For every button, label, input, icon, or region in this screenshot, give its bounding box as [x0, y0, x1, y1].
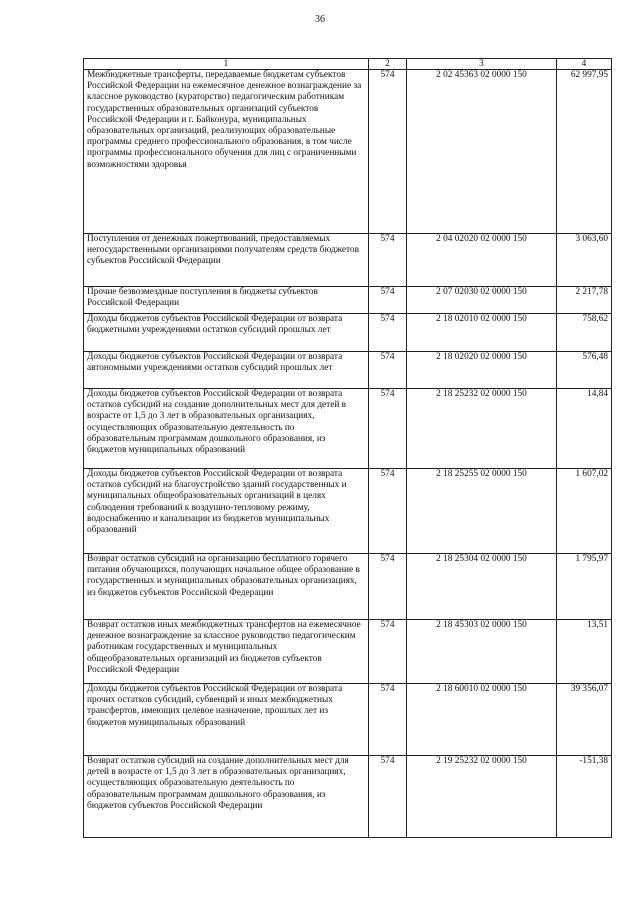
row-kbk-code: 2 18 25232 02 0000 150 — [407, 389, 557, 469]
budget-revenue-table — [83, 58, 612, 838]
row-name: Возврат остатков субсидий на организацию бесплатного горячего питания обучающихся, получающих начальное общее образование в государственных и муниципальных образовательных организациях, из бюджетов субъектов Российской Федерации — [84, 554, 369, 620]
row-kbk-code: 2 18 02020 02 0000 150 — [407, 352, 557, 389]
table-row — [84, 287, 612, 314]
row-amount: 758,62 — [557, 314, 612, 352]
row-name: Доходы бюджетов субъектов Российской Федерации от возврата остатков субсидий на создание дополнительных мест для детей в возрасте от 1,5 до 3 лет в образовательных организациях, осуществляющих образовательную деятельность по образовательным программам дошкольного образования, из бюджетов муниципальных образований — [84, 389, 369, 469]
row-admin-code: 574 — [369, 620, 407, 684]
row-amount: 62 997,95 — [557, 70, 612, 234]
row-kbk-code: 2 18 25255 02 0000 150 — [407, 469, 557, 554]
table-header-row — [84, 59, 612, 70]
table-row — [84, 469, 612, 554]
row-admin-code: 574 — [369, 287, 407, 314]
row-name: Прочие безвозмездные поступления в бюджеты субъектов Российской Федерации — [84, 287, 369, 314]
row-name: Доходы бюджетов субъектов Российской Федерации от возврата остатков субсидий на благоустройство зданий государственных и муниципальных общеобразовательных организаций в целях соблюдения требований к воздушно-тепловому режиму, водоснабжению и канализации из бюджетов муниципальных образований — [84, 469, 369, 554]
row-kbk-code: 2 07 02030 02 0000 150 — [407, 287, 557, 314]
row-amount: 2 217,78 — [557, 287, 612, 314]
row-amount: 576,48 — [557, 352, 612, 389]
row-kbk-code: 2 18 60010 02 0000 150 — [407, 684, 557, 756]
row-kbk-code: 2 02 45363 02 0000 150 — [407, 70, 557, 234]
row-amount: -151,38 — [557, 756, 612, 838]
table-row — [84, 554, 612, 620]
table-row — [84, 684, 612, 756]
row-name: Поступления от денежных пожертвований, предоставляемых негосударственными организациями получателям средств бюджетов субъектов Российской Федерации — [84, 234, 369, 287]
row-kbk-code: 2 19 25232 02 0000 150 — [407, 756, 557, 838]
column-header-kbk-code: 3 — [407, 59, 557, 70]
row-admin-code: 574 — [369, 352, 407, 389]
row-admin-code: 574 — [369, 684, 407, 756]
column-header-amount: 4 — [557, 59, 612, 70]
table-row — [84, 234, 612, 287]
row-kbk-code: 2 04 02020 02 0000 150 — [407, 234, 557, 287]
row-admin-code: 574 — [369, 554, 407, 620]
row-name: Возврат остатков субсидий на создание дополнительных мест для детей в возрасте от 1,5 до 3 лет в образовательных организациях, осуществляющих образовательную деятельность по образовательным программам дошкольного образования, из бюджетов субъектов Российской Федерации — [84, 756, 369, 838]
row-name: Возврат остатков иных межбюджетных трансфертов на ежемесячное денежное вознаграждение за классное руководство педагогическим работникам государственных и муниципальных общеобразовательных организаций из бюджетов субъектов Российской Федерации — [84, 620, 369, 684]
row-admin-code: 574 — [369, 469, 407, 554]
row-admin-code: 574 — [369, 389, 407, 469]
row-kbk-code: 2 18 02010 02 0000 150 — [407, 314, 557, 352]
row-amount: 14,84 — [557, 389, 612, 469]
table-row — [84, 389, 612, 469]
row-name: Доходы бюджетов субъектов Российской Федерации от возврата прочих остатков субсидий, субвенций и иных межбюджетных трансфертов, имеющих целевое назначение, прошлых лет из бюджетов муниципальных образований — [84, 684, 369, 756]
row-kbk-code: 2 18 45303 02 0000 150 — [407, 620, 557, 684]
row-admin-code: 574 — [369, 70, 407, 234]
row-name: Доходы бюджетов субъектов Российской Федерации от возврата бюджетными учреждениями остатков субсидий прошлых лет — [84, 314, 369, 352]
row-amount: 1 607,02 — [557, 469, 612, 554]
row-amount: 1 795,97 — [557, 554, 612, 620]
row-admin-code: 574 — [369, 314, 407, 352]
table-row — [84, 756, 612, 838]
row-name: Доходы бюджетов субъектов Российской Федерации от возврата автономными учреждениями остатков субсидий прошлых лет — [84, 352, 369, 389]
row-amount: 39 356,07 — [557, 684, 612, 756]
table-row — [84, 620, 612, 684]
page-number: 36 — [315, 14, 325, 25]
row-name: Межбюджетные трансферты, передаваемые бюджетам субъектов Российской Федерации на ежемесячное денежное вознаграждение за классное руководство (кураторство) педагогическим работникам государственных образовательных организаций субъектов Российской Федерации и г. Байконура, муниципальных образовательных организаций, реализующих образовательные программы среднего профессионального образования, в том числе программы профессионального обучения для лиц с ограниченными возможностями здоровья — [84, 70, 369, 234]
row-amount: 3 063,60 — [557, 234, 612, 287]
table-row — [84, 314, 612, 352]
column-header-admin-code: 2 — [369, 59, 407, 70]
column-header-name: 1 — [84, 59, 369, 70]
row-admin-code: 574 — [369, 756, 407, 838]
row-kbk-code: 2 18 25304 02 0000 150 — [407, 554, 557, 620]
row-admin-code: 574 — [369, 234, 407, 287]
table-row — [84, 352, 612, 389]
row-amount: 13,51 — [557, 620, 612, 684]
table-row — [84, 70, 612, 234]
